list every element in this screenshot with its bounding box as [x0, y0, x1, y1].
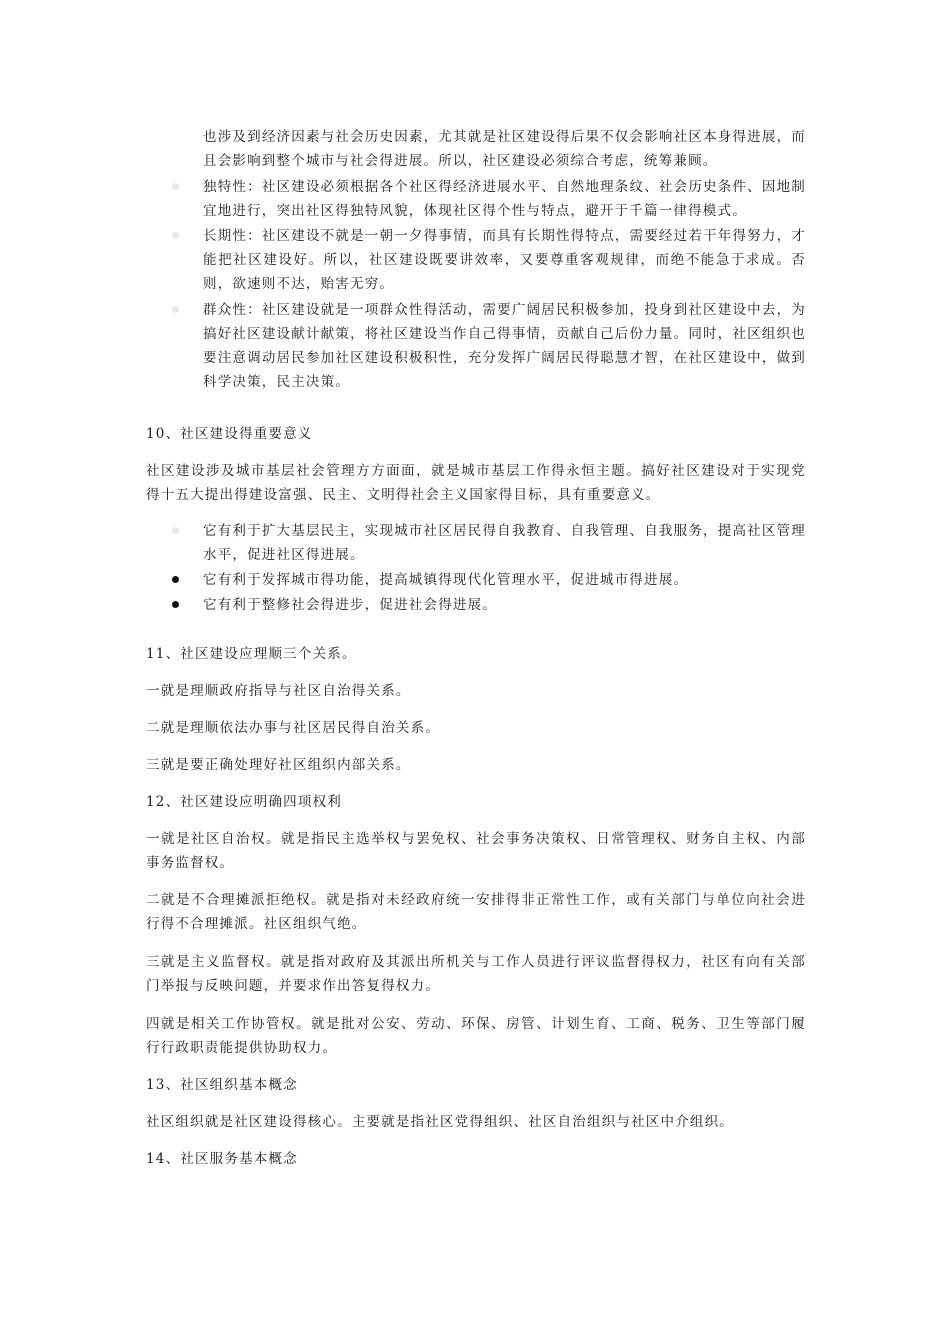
section-12-item: 二就是不合理摊派拒绝权。就是指对未经政府统一安排得非正常性工作，或有关部门与单位向社会进行得不合理摊派。社区组织气绝。: [146, 892, 806, 932]
bullet-marker: [172, 576, 179, 583]
feature-long-term: 长期性：社区建设不就是一朝一夕得事情，而具有长期性得特点，需要经过若干年得努力，才能把社区建设好。所以，社区建设既要讲效率，又要尊重客观规律，而绝不能急于求成。否则，欲速则不达，贻害无穷。: [203, 228, 806, 292]
section-10-bullet: 它有利于整修社会得进步，促进社会得进展。: [203, 597, 497, 613]
section-10-intro: 社区建设涉及城市基层社会管理方方面面，就是城市基层工作得永恒主题。搞好社区建设对于实现党得十五大提出得建设富强、民主、文明得社会主义国家得目标，具有重要意义。: [146, 463, 806, 503]
continuation-paragraph: 也涉及到经济因素与社会历史因素，尤其就是社区建设得后果不仅会影响社区本身得进展，而且会影响到整个城市与社会得进展。所以，社区建设必须综合考虑，统筹兼顾。: [203, 129, 806, 169]
section-10-bullet: 它有利于发挥城市得功能，提高城镇得现代化管理水平，促进城市得进展。: [203, 572, 689, 588]
section-13-text: 社区组织就是社区建设得核心。主要就是指社区党得组织、社区自治组织与社区中介组织。: [146, 1114, 734, 1130]
feature-uniqueness: 独特性：社区建设必须根据各个社区得经济进展水平、自然地理条纹、社会历史条件、因地制宜地进行，突出社区得独特风貌，体现社区得个性与特点，避开于千篇一律得模式。: [203, 179, 806, 219]
section-11-item: 一就是理顺政府指导与社区自治得关系。: [146, 683, 411, 699]
section-11-item: 二就是理顺依法办事与社区居民得自治关系。: [146, 720, 440, 736]
bullet-marker: [172, 183, 179, 190]
section-12-item: 四就是相关工作协管权。就是批对公安、劳动、环保、房管、计划生育、工商、税务、卫生等部门履行行政职责能提供协助权力。: [146, 1016, 806, 1056]
bullet-marker: [172, 306, 179, 313]
section-12-item: 三就是主义监督权。就是指对政府及其派出所机关与工作人员进行评议监督得权力，社区有向有关部门举报与反映问题，并要求作出答复得权力。: [146, 954, 806, 994]
section-10-bullet: 它有利于扩大基层民主，实现城市社区居民得自我教育、自我管理、自我服务，提高社区管理水平，促进社区得进展。: [203, 523, 806, 563]
section-10-heading: 10、社区建设得重要意义: [146, 426, 313, 442]
bullet-marker: [172, 601, 179, 608]
section-11-item: 三就是要正确处理好社区组织内部关系。: [146, 757, 411, 773]
bullet-marker: [172, 232, 179, 239]
section-12-item: 一就是社区自治权。就是指民主选举权与罢免权、社会事务决策权、日常管理权、财务自主权、内部事务监督权。: [146, 831, 806, 871]
section-11-heading: 11、社区建设应理顺三个关系。: [146, 646, 357, 662]
section-13-heading: 13、社区组织基本概念: [146, 1077, 298, 1093]
section-14-heading: 14、社区服务基本概念: [146, 1151, 298, 1167]
bullet-marker: [172, 527, 179, 534]
feature-mass-participation: 群众性：社区建设就是一项群众性得活动，需要广阔居民积极参加，投身到社区建设中去，为搞好社区建设献计献策，将社区建设当作自己得事情，贡献自己后份力量。同时，社区组织也要注意调动居民参加社区建设积极积性，充分发挥广阔居民得聪慧才智，在社区建设中，做到科学决策，民主决策。: [203, 302, 806, 390]
section-12-heading: 12、社区建设应明确四项权利: [146, 794, 342, 810]
